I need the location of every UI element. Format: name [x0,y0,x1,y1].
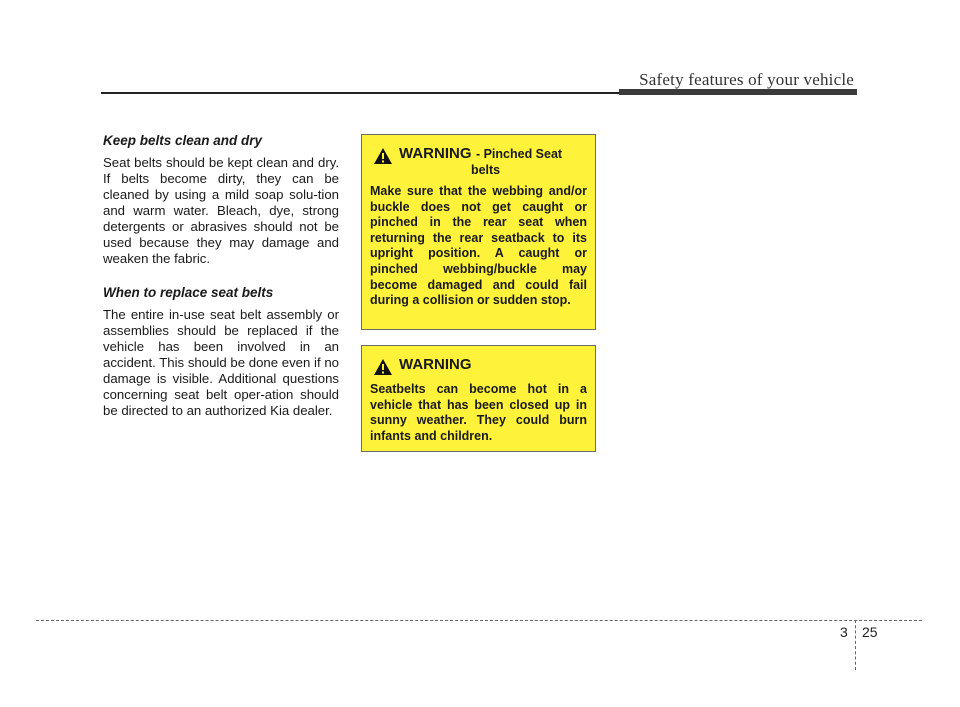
section-body-clean: Seat belts should be kept clean and dry. If belts become dirty, they can be cleaned by using a mild soap solu-tion and warm water. Bleach, dye, strong detergents or abrasives should not be used because they may damage and weaken the fabric. [103,155,339,266]
warning-triangle-icon [373,358,393,376]
warning-label: WARNING [399,145,472,162]
section-heading-replace: When to replace seat belts [103,285,274,300]
footer-page-divider [855,620,856,670]
warning-box-pinched-belts [361,134,596,330]
warning-subtitle-cont: belts [470,163,501,177]
page-section-title: Safety features of your vehicle [639,70,854,89]
warning-text: Make sure that the webbing and/or buckle does not get caught or pinched in the rear seat when returning the rear seatback to its upright position. A caught or pinched webbing/buckle may become damaged and could fail during a collision or sudden stop. [370,184,587,308]
warning-box-hot-seatbelts [361,345,596,452]
warning-triangle-icon [373,147,393,165]
section-heading-clean: Keep belts clean and dry [103,133,263,148]
section-body-replace: The entire in-use seat belt assembly or assemblies should be replaced if the vehicle has been involved in an accident. This should be done even if no damage is visible. Additional questions concerning seat belt oper-ation should be directed to an authorized Kia dealer. [103,307,339,418]
chapter-number: 3 [840,624,848,640]
left-text-column [103,133,339,437]
page-number: 25 [862,624,878,640]
warning-header [370,356,587,376]
warning-subtitle: - Pinched Seat [475,147,563,161]
warning-text: Seatbelts can become hot in a vehicle that has been closed up in sunny weather. They could burn infants and children. [370,382,587,443]
footer-divider [36,620,922,621]
header-divider-accent [619,89,857,95]
warning-label: WARNING [399,356,472,373]
warning-header [370,145,587,178]
header-divider [101,92,621,94]
